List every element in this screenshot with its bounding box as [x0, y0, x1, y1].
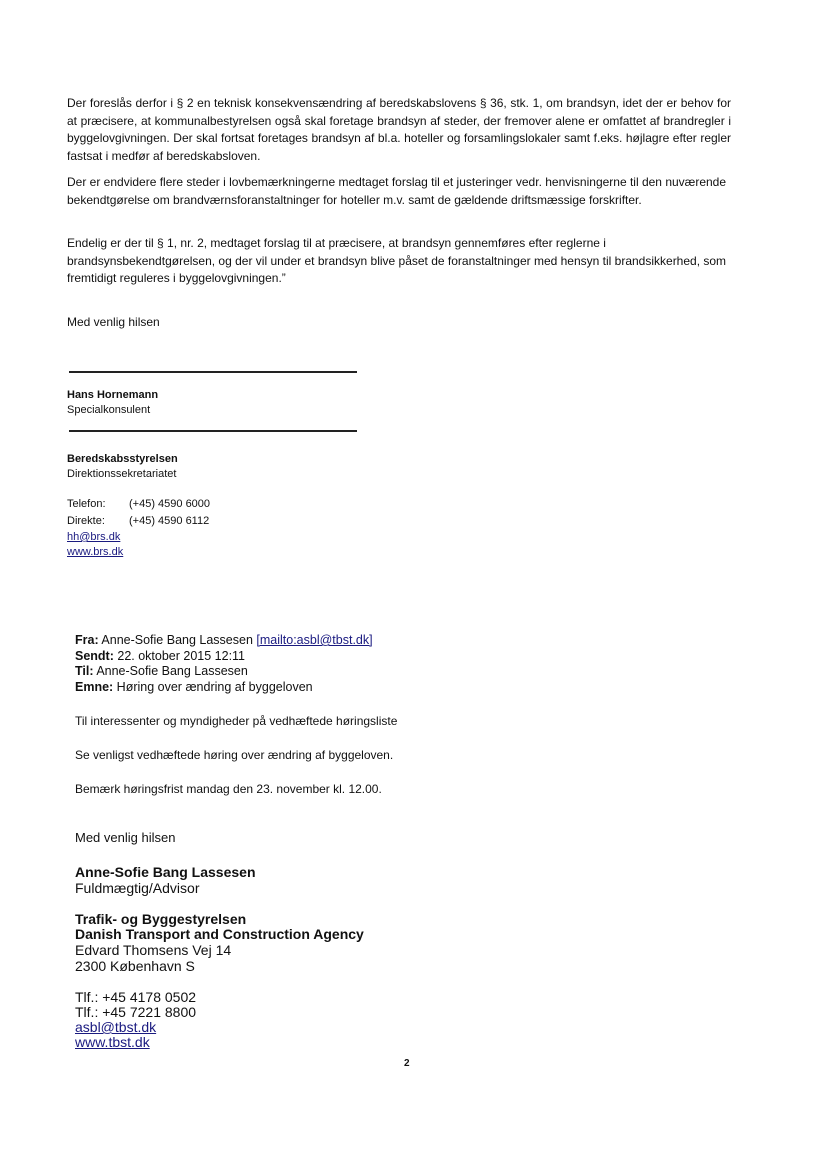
email-sent-row [75, 648, 245, 664]
subject-value: Høring over ændring af byggeloven [113, 680, 313, 694]
letter-paragraph-1: Der foreslås derfor i § 2 en teknisk konsekvensændring af beredskabslovens § 36, stk. 1, om brandsyn, idet der er behov for at præcisere, at kommunalbestyrelsen også skal foretage brandsyn af steder, der fremover alene er omfattet af brandregler i byggelovgivningen. Der skal fortsat foretages brandsyn af bl.a. hoteller og forsamlingslokaler samt f.eks. højlagre efter regler fastsat i medfør af beredskabsloven. [67, 96, 731, 163]
phone-row [67, 497, 210, 512]
letter-paragraph-3: Endelig er der til § 1, nr. 2, medtaget forslag til at præcisere, at brandsyn gennemføres efter reglerne i brandsynsbekendtgørelsen, og der vil under et brandsyn blive påset de foranstaltninger med hensyn til brandsikkerhed, som fremtidigt reguleres i byggelovgivningen.” [67, 236, 727, 285]
sender-title: Fuldmægtig/Advisor [75, 880, 200, 896]
email-body-line-1: Til interessenter og myndigheder på vedhæftede høringsliste [75, 714, 398, 728]
signature-rule-top [69, 371, 357, 373]
sent-value: 22. oktober 2015 12:11 [113, 649, 246, 663]
sender-org-2: Danish Transport and Construction Agency [75, 926, 364, 942]
to-value: Anne-Sofie Bang Lassesen [93, 664, 248, 678]
direct-label: Direkte: [67, 515, 105, 527]
sender-org-1: Trafik- og Byggestyrelsen [75, 911, 247, 927]
sender-address-2: 2300 København S [75, 958, 195, 974]
sender-phone-2: Tlf.: +45 7221 8800 [75, 1004, 197, 1020]
phone-label: Telefon: [67, 498, 106, 510]
email-body-line-2: Se venligst vedhæftede høring over ændring af byggeloven. [75, 748, 394, 762]
sender-phone-1: Tlf.: +45 4178 0502 [75, 989, 197, 1005]
sender-website-link[interactable]: www.tbst.dk [75, 1034, 150, 1050]
signer-title: Specialkonsulent [67, 404, 151, 416]
page-number: 2 [404, 1058, 410, 1069]
from-mailto-link[interactable]: [mailto:asbl@tbst.dk] [256, 633, 373, 647]
to-label: Til: [75, 664, 94, 678]
org-department: Direktionssekretariatet [67, 468, 177, 480]
phone-value: (+45) 4590 6000 [129, 498, 211, 510]
direct-row [67, 514, 209, 529]
website-link[interactable]: www.brs.dk [67, 546, 124, 558]
signature-rule-bottom [69, 430, 357, 432]
from-label: Fra: [75, 633, 99, 647]
sender-name: Anne-Sofie Bang Lassesen [75, 864, 256, 880]
email-subject-row [75, 679, 313, 695]
email-body-line-3: Bemærk høringsfrist mandag den 23. november kl. 12.00. [75, 782, 382, 796]
subject-label: Emne: [75, 680, 114, 694]
sent-label: Sendt: [75, 649, 114, 663]
email-from-row [75, 632, 373, 648]
direct-value: (+45) 4590 6112 [129, 515, 210, 527]
letter-paragraph-2: Der er endvidere flere steder i lovbemærkningerne medtaget forslag til et justeringer vedr. henvisningerne til den nuværende bekendtgørelse om brandværnsforanstaltninger for hoteller m.v. samt de gældende driftsmæssige forskrifter. [67, 175, 727, 207]
signer-name: Hans Hornemann [67, 389, 159, 401]
from-value: Anne-Sofie Bang Lassesen [98, 633, 257, 647]
org-name: Beredskabsstyrelsen [67, 453, 178, 465]
email-to-row [75, 663, 248, 679]
email-closing: Med venlig hilsen [75, 830, 176, 845]
sender-email-link[interactable]: asbl@tbst.dk [75, 1019, 157, 1035]
sender-address-1: Edvard Thomsens Vej 14 [75, 942, 232, 958]
email-link[interactable]: hh@brs.dk [67, 531, 121, 543]
letter-closing: Med venlig hilsen [67, 315, 160, 329]
